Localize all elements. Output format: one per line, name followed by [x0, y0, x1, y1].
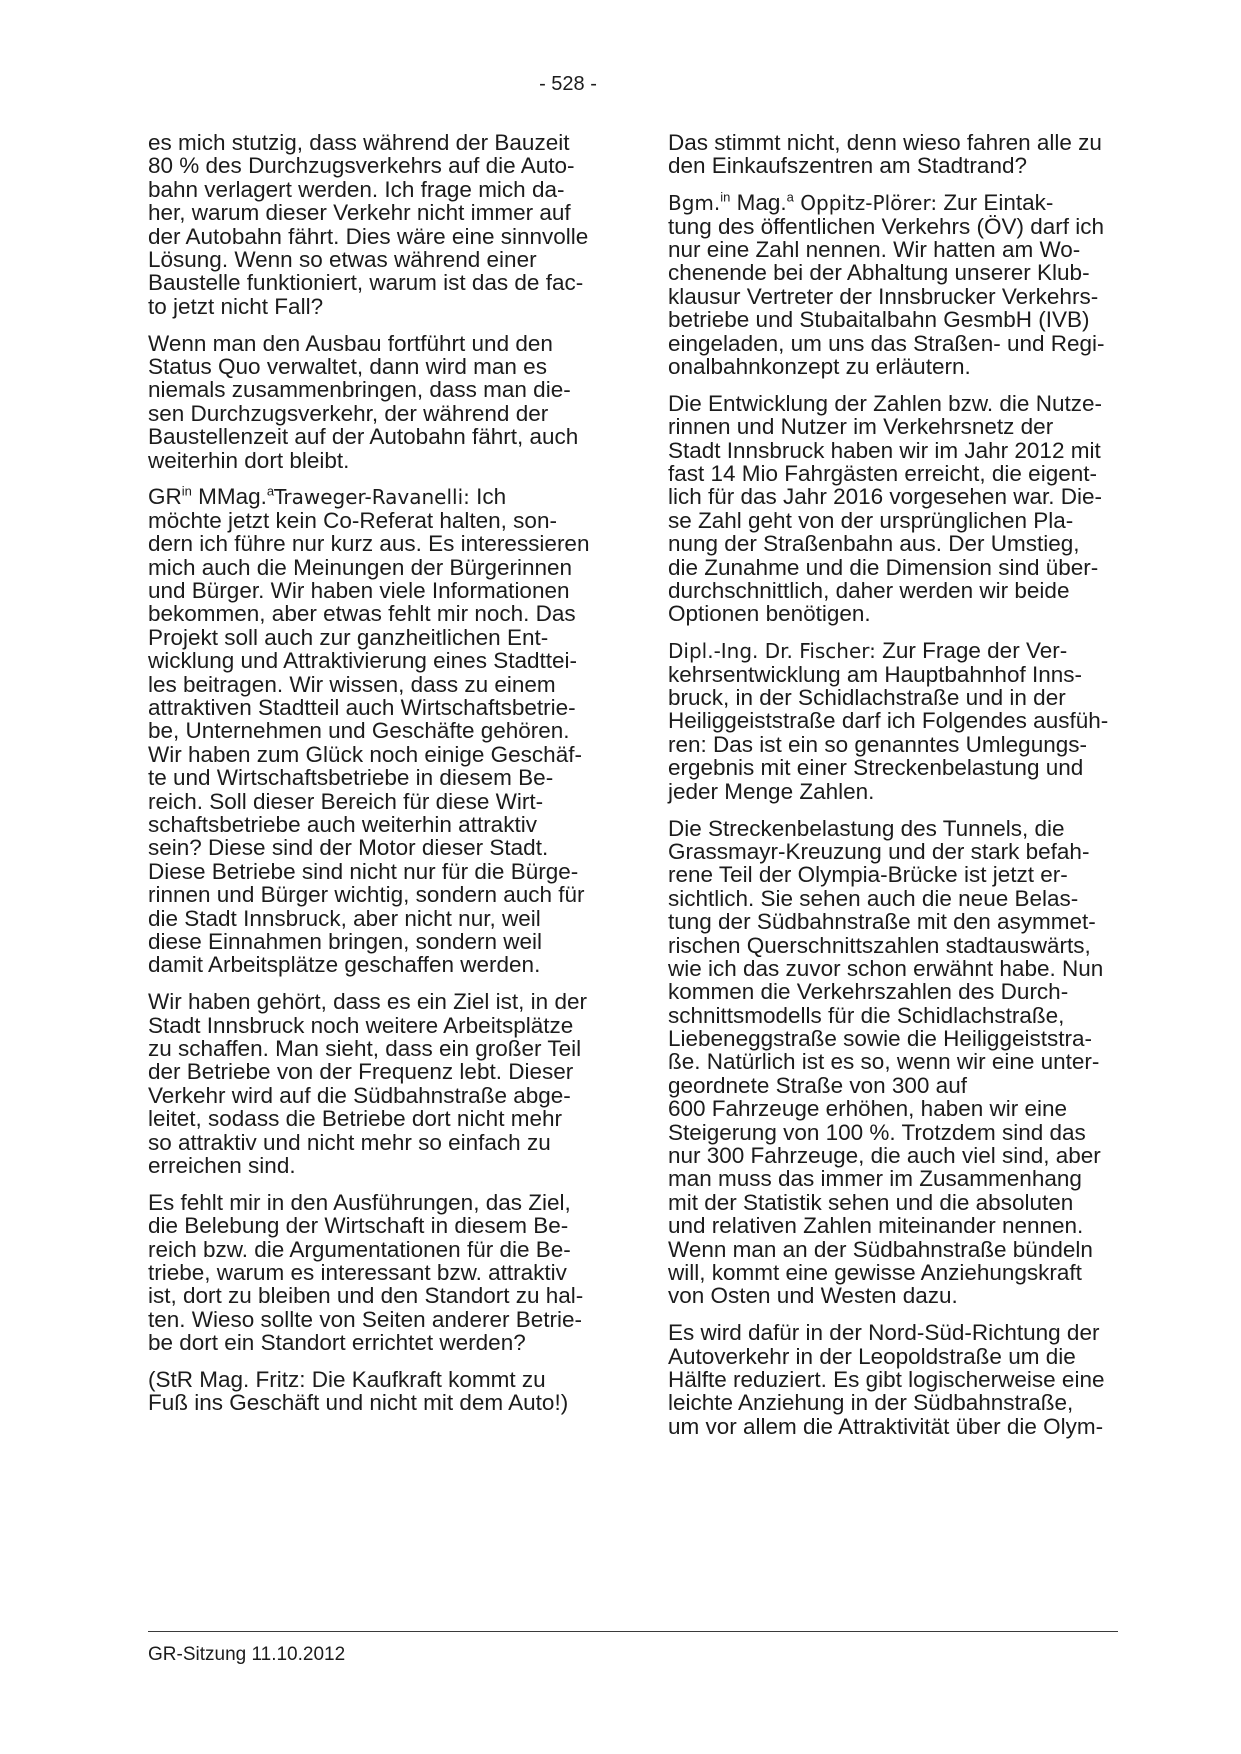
- text-line: triebe, warum es interessant bzw. attraktiv: [148, 1259, 567, 1285]
- text-line: chenende bei der Abhaltung unserer Klub-: [668, 260, 1090, 286]
- text-line: Grassmayr-Kreuzung und der stark befah-: [668, 838, 1090, 864]
- text-line: diese Einnahmen bringen, sondern weil: [148, 928, 543, 954]
- text-line: attraktiven Stadtteil auch Wirtschaftsbetrie-: [148, 694, 576, 720]
- superscript: a: [266, 483, 275, 499]
- text-line: leichte Anziehung in der Südbahnstraße,: [668, 1390, 1074, 1416]
- text-line: Stadt Innsbruck haben wir im Jahr 2012 mit: [668, 437, 1101, 463]
- paragraph: [148, 1191, 603, 1355]
- text-line: Status Quo verwaltet, dann wird man es: [148, 354, 547, 380]
- text-line: und Bürger. Wir haben viele Informationen: [148, 578, 570, 604]
- text-line: se Zahl geht von der ursprünglichen Pla-: [668, 507, 1074, 533]
- text-line: tung der Südbahnstraße mit den asymmet-: [668, 909, 1096, 935]
- text-line: Fuß ins Geschäft und nicht mit dem Auto!): [148, 1390, 569, 1416]
- text-line: sen Durchzugsverkehr, der während der: [148, 400, 549, 426]
- text-line: eingeladen, um uns das Straßen- und Regi-: [668, 330, 1105, 356]
- text-line: leitet, sodass die Betriebe dort nicht mehr: [148, 1106, 562, 1132]
- paragraph: [668, 191, 1120, 378]
- text-segment: Zur Frage der Ver-: [875, 638, 1068, 664]
- text-line: Autoverkehr in der Leopoldstraße um die: [668, 1343, 1076, 1369]
- text-line: Die Streckenbelastung des Tunnels, die: [668, 815, 1065, 841]
- text-line: Diese Betriebe sind nicht nur für die Bürge-: [148, 858, 579, 884]
- text-line: Es wird dafür in der Nord-Süd-Richtung der: [668, 1320, 1100, 1346]
- text-line: bahn verlagert werden. Ich frage mich da-: [148, 176, 565, 202]
- text-line: fast 14 Mio Fahrgästen erreicht, die eigent-: [668, 461, 1097, 487]
- text-line: dern ich führe nur kurz aus. Es interessieren: [148, 531, 590, 557]
- text-segment: Mag.: [730, 190, 787, 216]
- paragraph: [148, 332, 603, 472]
- text-line: schaftsbetriebe auch weiterhin attraktiv: [148, 811, 537, 837]
- text-line: Baustellenzeit auf der Autobahn fährt, auch: [148, 424, 579, 450]
- text-line: damit Arbeitsplätze geschaffen werden.: [148, 952, 541, 978]
- text-line: will, kommt eine gewisse Anziehungskraft: [668, 1259, 1082, 1285]
- speaker-name: Traweger-Ravanelli:: [274, 485, 470, 510]
- text-line: be dort ein Standort errichtet werden?: [148, 1330, 526, 1356]
- text-line: reich bzw. die Argumentationen für die Be-: [148, 1236, 571, 1262]
- text-line: Projekt soll auch zur ganzheitlichen Ent-: [148, 624, 549, 650]
- text-line: bruck, in der Schidlachstraße und in der: [668, 685, 1066, 711]
- text-line: Stadt Innsbruck noch weitere Arbeitsplätze: [148, 1012, 574, 1038]
- text-line: [148, 485, 603, 508]
- text-line: mich auch die Meinungen der Bürgerinnen: [148, 554, 573, 580]
- text-line: es mich stutzig, dass während der Bauzeit: [148, 130, 570, 155]
- superscript: in: [181, 483, 192, 499]
- text-line: die Zunahme und die Dimension sind über-: [668, 554, 1099, 580]
- text-line: [668, 639, 1120, 662]
- text-line: 80 % des Durchzugsverkehrs auf die Auto-: [148, 153, 575, 179]
- text-line: um vor allem die Attraktivität über die Olym-: [668, 1413, 1104, 1439]
- speaker-name: Oppitz-Plörer:: [793, 191, 938, 216]
- paragraph: [668, 131, 1120, 178]
- text-line: niemals zusammenbringen, dass man die-: [148, 377, 571, 403]
- text-line: lich für das Jahr 2016 vorgesehen war. Die-: [668, 484, 1102, 510]
- paragraph: [148, 1368, 603, 1415]
- paragraph: [148, 990, 603, 1177]
- superscript: a: [786, 189, 794, 205]
- text-line: [668, 191, 1120, 214]
- text-line: kehrsentwicklung am Hauptbahnhof Inns-: [668, 661, 1082, 687]
- superscript: in: [720, 189, 731, 205]
- text-segment: Zur Eintak-: [937, 190, 1054, 216]
- text-line: nur 300 Fahrzeuge, die auch viel sind, aber: [668, 1143, 1101, 1169]
- text-line: wie ich das zuvor schon erwähnt habe. Nun: [668, 955, 1104, 981]
- text-line: kommen die Verkehrszahlen des Durch-: [668, 979, 1069, 1005]
- text-line: der Betriebe von der Frequenz lebt. Dieser: [148, 1059, 574, 1085]
- text-line: ergebnis mit einer Streckenbelastung und: [668, 755, 1084, 781]
- text-line: von Osten und Westen dazu.: [668, 1283, 958, 1309]
- text-line: durchschnittlich, daher werden wir beide: [668, 578, 1070, 604]
- text-line: les beitragen. Wir wissen, dass zu einem: [148, 671, 556, 697]
- text-line: man muss das immer im Zusammenhang: [668, 1166, 1082, 1192]
- text-line: Steigerung von 100 %. Trotzdem sind das: [668, 1119, 1086, 1145]
- text-line: der Autobahn fährt. Dies wäre eine sinnvolle: [148, 223, 589, 249]
- text-line: reich. Soll dieser Bereich für diese Wirt-: [148, 788, 544, 814]
- text-line: Wenn man den Ausbau fortführt und den: [148, 330, 553, 356]
- text-line: Wir haben gehört, dass es ein Ziel ist, in der: [148, 989, 587, 1015]
- text-line: Liebeneggstraße sowie die Heiliggeiststra-: [668, 1026, 1092, 1052]
- footer-session-label: GR-Sitzung 11.10.2012: [148, 1644, 346, 1665]
- text-line: Das stimmt nicht, denn wieso fahren alle zu: [668, 130, 1102, 155]
- text-line: erreichen sind.: [148, 1152, 296, 1178]
- text-line: Heiliggeiststraße darf ich Folgendes ausfüh-: [668, 708, 1109, 734]
- text-line: her, warum dieser Verkehr nicht immer auf: [148, 200, 571, 226]
- text-line: möchte jetzt kein Co-Referat halten, son-: [148, 507, 557, 533]
- text-line: mit der Statistik sehen und die absoluten: [668, 1189, 1074, 1215]
- text-line: Lösung. Wenn so etwas während einer: [148, 246, 537, 272]
- text-line: sichtlich. Sie sehen auch die neue Belas-: [668, 885, 1079, 911]
- text-line: Hälfte reduziert. Es gibt logischerweise eine: [668, 1367, 1105, 1393]
- paragraph: [668, 817, 1120, 1308]
- text-line: rinnen und Bürger wichtig, sondern auch für: [148, 882, 585, 908]
- text-line: weiterhin dort bleibt.: [148, 447, 350, 473]
- text-line: to jetzt nicht Fall?: [148, 293, 324, 319]
- text-line: rene Teil der Olympia-Brücke ist jetzt er-: [668, 862, 1068, 888]
- text-line: (StR Mag. Fritz: Die Kaufkraft kommt zu: [148, 1367, 546, 1393]
- text-line: Optionen benötigen.: [668, 601, 871, 627]
- left-column: [148, 131, 603, 1428]
- text-line: so attraktiv und nicht mehr so einfach zu: [148, 1129, 551, 1155]
- text-line: zu schaffen. Man sieht, dass ein großer Teil: [148, 1035, 582, 1061]
- text-line: geordnete Straße von 300 auf: [668, 1072, 967, 1098]
- speaker-name: Bgm.: [668, 191, 721, 216]
- text-line: onalbahnkonzept zu erläutern.: [668, 354, 971, 380]
- text-line: wicklung und Attraktivierung eines Stadttei-: [148, 648, 577, 674]
- speaker-name: Dipl.-Ing. Dr. Fischer:: [668, 639, 876, 664]
- text-line: nur eine Zahl nennen. Wir hatten am Wo-: [668, 237, 1081, 263]
- page-number: - 528 -: [539, 73, 597, 95]
- paragraph: [668, 392, 1120, 626]
- text-line: 600 Fahrzeuge erhöhen, haben wir eine: [668, 1096, 1068, 1122]
- text-line: den Einkaufszentren am Stadtrand?: [668, 153, 1027, 179]
- text-line: Es fehlt mir in den Ausführungen, das Ziel,: [148, 1189, 571, 1215]
- text-line: Die Entwicklung der Zahlen bzw. die Nutze-: [668, 390, 1102, 416]
- text-line: schnittsmodells für die Schidlachstraße,: [668, 1002, 1065, 1028]
- paragraph: [148, 485, 603, 976]
- text-line: betriebe und Stubaitalbahn GesmbH (IVB): [668, 307, 1090, 333]
- footer-divider: [148, 1631, 1118, 1632]
- paragraph: [148, 131, 603, 318]
- text-line: bekommen, aber etwas fehlt mir noch. Das: [148, 601, 576, 627]
- text-line: und relativen Zahlen miteinander nennen.: [668, 1213, 1084, 1239]
- text-line: jeder Menge Zahlen.: [668, 778, 875, 804]
- text-line: ße. Natürlich ist es so, wenn wir eine unter-: [668, 1049, 1100, 1075]
- text-line: te und Wirtschaftsbetriebe in diesem Be-: [148, 765, 554, 791]
- text-line: be, Unternehmen und Geschäfte gehören.: [148, 718, 570, 744]
- text-line: Baustelle funktioniert, warum ist das de fac-: [148, 270, 584, 296]
- text-segment: MMag.: [191, 484, 267, 510]
- text-line: Verkehr wird auf die Südbahnstraße abge-: [148, 1082, 571, 1108]
- text-line: Wenn man an der Südbahnstraße bündeln: [668, 1236, 1093, 1262]
- right-column: [668, 131, 1120, 1452]
- text-line: sein? Diese sind der Motor dieser Stadt.: [148, 835, 549, 861]
- text-segment: Ich: [469, 484, 507, 510]
- text-line: ten. Wieso sollte von Seiten anderer Betrie-: [148, 1306, 582, 1332]
- paragraph: [668, 639, 1120, 803]
- text-line: die Belebung der Wirtschaft in diesem Be-: [148, 1213, 569, 1239]
- text-line: rischen Querschnittszahlen stadtauswärts,: [668, 932, 1091, 958]
- text-segment: GR: [148, 484, 182, 510]
- text-line: Wir haben zum Glück noch einige Geschäf-: [148, 741, 582, 767]
- paragraph: [668, 1321, 1120, 1438]
- text-line: die Stadt Innsbruck, aber nicht nur, weil: [148, 905, 541, 931]
- text-line: rinnen und Nutzer im Verkehrsnetz der: [668, 414, 1054, 440]
- text-line: tung des öffentlichen Verkehrs (ÖV) darf ich: [668, 213, 1105, 239]
- text-line: ren: Das ist ein so genanntes Umlegungs-: [668, 731, 1087, 757]
- text-line: klausur Vertreter der Innsbrucker Verkehrs-: [668, 283, 1099, 309]
- text-line: ist, dort zu bleiben und den Standort zu hal-: [148, 1283, 584, 1309]
- text-line: nung der Straßenbahn aus. Der Umstieg,: [668, 531, 1080, 557]
